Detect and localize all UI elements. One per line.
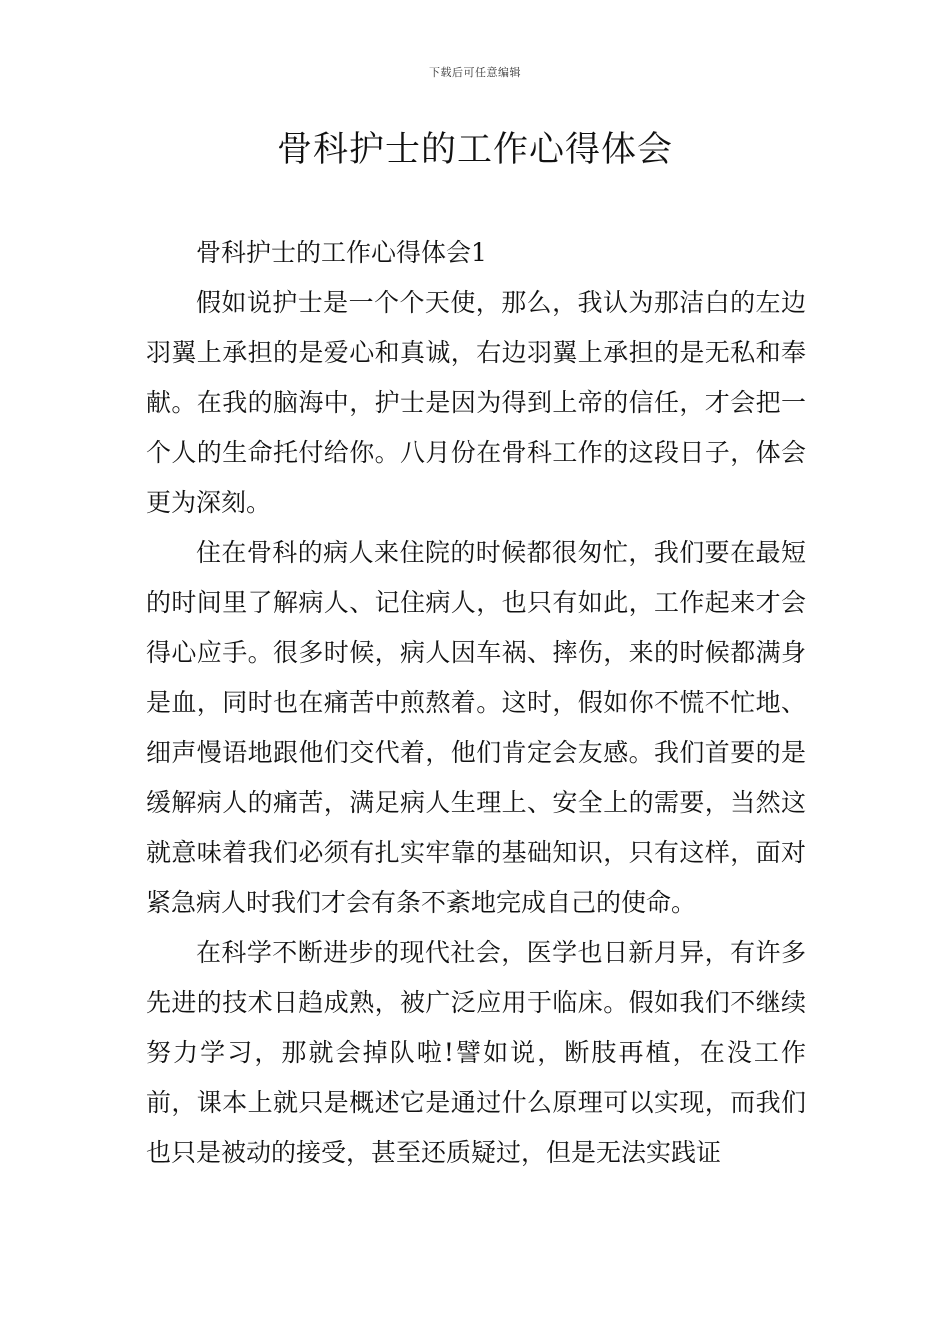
paragraph-1: 假如说护士是一个个天使，那么，我认为那洁白的左边羽翼上承担的是爱心和真诚，右边羽翼上承担的是无私和奉献。在我的脑海中，护士是因为得到上帝的信任，才会把一个人的生命托付给你。八月份在骨科工作的这段日子，体会更为深刻。	[146, 288, 806, 517]
document-title: 骨科护士的工作心得体会	[276, 130, 673, 170]
paragraph-3: 在科学不断进步的现代社会，医学也日新月异，有许多先进的技术日趋成熟，被广泛应用于临床。假如我们不继续努力学习，那就会掉队啦!譬如说，断肢再植，在没工作前，课本上就只是概述它是通过什么原理可以实现，而我们也只是被动的接受，甚至还质疑过，但是无法实践证	[146, 938, 806, 1167]
header-note: 下载后可任意编辑	[429, 66, 521, 79]
paragraph-2: 住在骨科的病人来住院的时候都很匆忙，我们要在最短的时间里了解病人、记住病人，也只有如此，工作起来才会得心应手。很多时候，病人因车祸、摔伤，来的时候都满身是血，同时也在痛苦中煎熬着。这时，假如你不慌不忙地、细声慢语地跟他们交代着，他们肯定会友感。我们首要的是缓解病人的痛苦，满足病人生理上、安全上的需要，当然这就意味着我们必须有扎实牢靠的基础知识，只有这样，面对紧急病人时我们才会有条不紊地完成自己的使命。	[146, 538, 806, 917]
section-subtitle: 骨科护士的工作心得体会1	[196, 238, 487, 267]
document-body	[146, 228, 806, 1178]
